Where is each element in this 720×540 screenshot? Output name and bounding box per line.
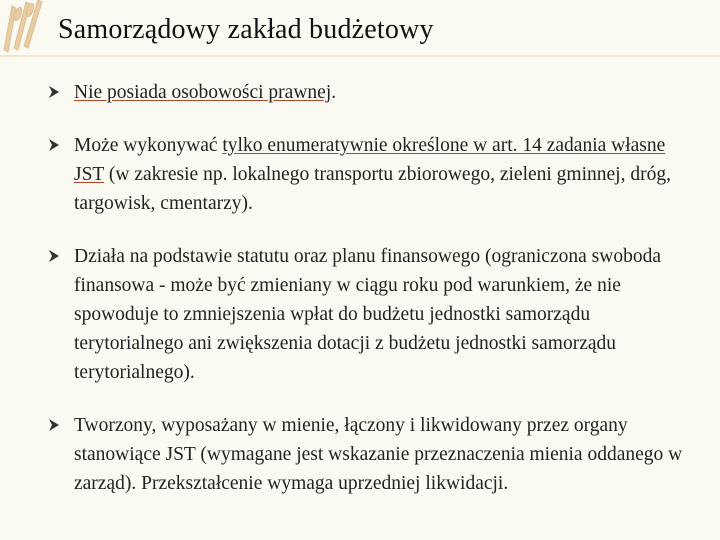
- underlined-text: tylko enumeratywnie określone w art. 14 zadania własne JST: [74, 135, 666, 185]
- bullet-text: Tworzony, wyposażany w mienie, łączony i likwidowany przez organy stanowiące JST (wymagane jest wskazanie przeznaczenia mienia oddanego w zarząd). Przekształcenie wymaga uprzedniej likwidacji.: [74, 415, 683, 494]
- bullet-text: Może wykonywać: [74, 135, 223, 156]
- underlined-text: Nie posiada osobowości prawnej: [74, 82, 332, 103]
- bullet-text: (w zakresie np. lokalnego transportu zbiorowego, zieleni gminnej, dróg, targowisk, cmentarzy).: [74, 164, 671, 214]
- arrowhead-bullet-icon: [48, 85, 60, 99]
- bullet-text: .: [331, 82, 337, 103]
- bullet-item: [44, 242, 694, 387]
- slide-title: Samorządowy zakład budżetowy: [58, 14, 434, 45]
- arrowhead-bullet-icon: [48, 249, 60, 263]
- arrowhead-bullet-icon: [48, 138, 60, 152]
- bullet-item: [44, 131, 694, 218]
- bullet-item: [44, 78, 694, 107]
- bullet-text: Działa na podstawie statutu oraz planu finansowego (ograniczona swoboda finansowa - może być zmieniany w ciągu roku pod warunkiem, że nie spowoduje to zmniejszenia wpłat do budżetu jednostki samorządu terytorialnego ani zwiększenia dotacji z budżetu jednostki samorządu terytorialnego).: [74, 246, 661, 383]
- bullet-item: [44, 411, 694, 498]
- arrowhead-bullet-icon: [48, 418, 60, 432]
- bullet-list: [44, 78, 694, 522]
